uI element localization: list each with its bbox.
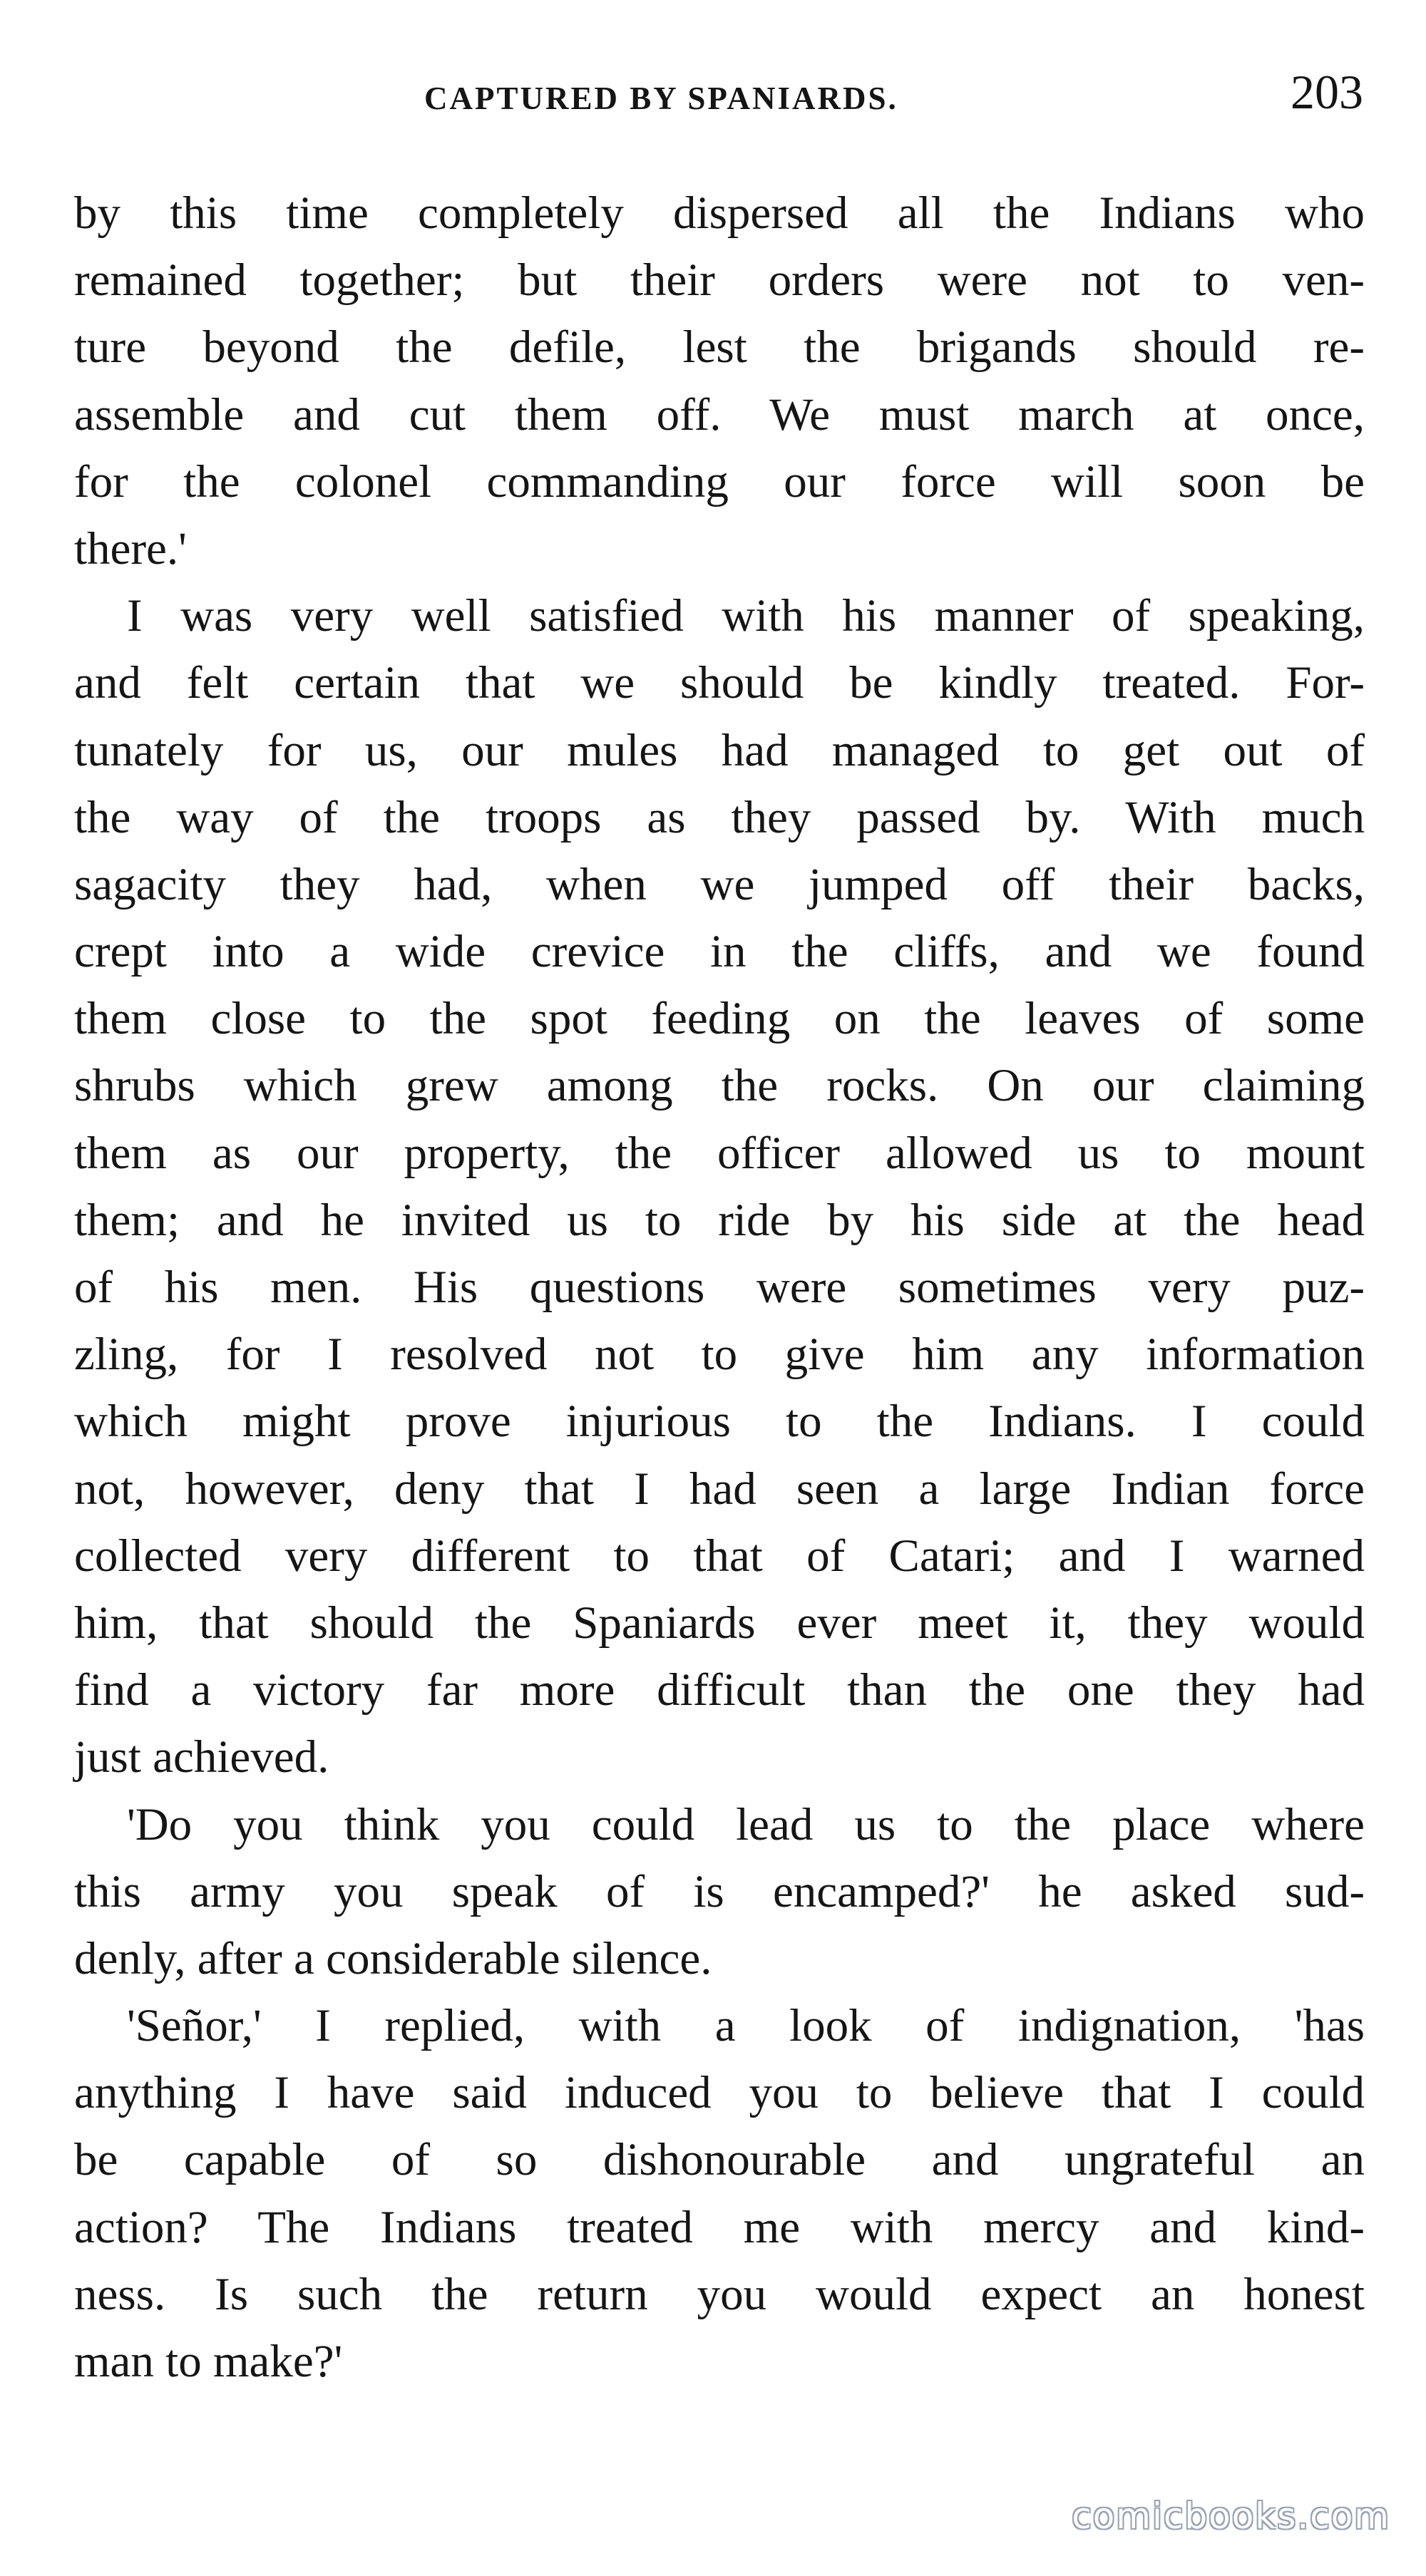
text-line: there.' [74, 522, 187, 575]
text-line: tunately for us, our mules had managed to get out of [74, 724, 1365, 776]
text-line: assemble and cut them off. We must march at once, [74, 388, 1365, 441]
text-line: sagacity they had, when we jumped off their backs, [74, 858, 1365, 910]
text-line: I was very well satisfied with his manner of speaking, [127, 590, 1365, 642]
text-line: him, that should the Spaniards ever meet it, they would [74, 1597, 1365, 1649]
page-header [0, 64, 1426, 128]
text-line: remained together; but their orders were not to ven- [74, 254, 1365, 306]
text-line: for the colonel commanding our force will soon be [74, 455, 1365, 508]
text-line: crept into a wide crevice in the cliffs, and we found [74, 926, 1365, 978]
text-line: them close to the spot feeding on the leaves of some [74, 993, 1365, 1045]
text-line: be capable of so dishonourable and ungrateful an [74, 2134, 1365, 2186]
text-line: zling, for I resolved not to give him any information [74, 1329, 1365, 1381]
text-line: which might prove injurious to the Indians. I could [74, 1396, 1365, 1448]
text-line: them; and he invited us to ride by his side at the head [74, 1194, 1365, 1246]
text-line: man to make?' [74, 2336, 343, 2387]
text-line: 'Do you think you could lead us to the place where [127, 1798, 1365, 1850]
text-line: find a victory far more difficult than the one they had [74, 1664, 1365, 1716]
text-line: ness. Is such the return you would expect an honest [74, 2268, 1365, 2320]
text-line: denly, after a considerable silence. [74, 1932, 712, 1984]
text-line: not, however, deny that I had seen a large Indian force [74, 1463, 1365, 1515]
text-line: 'Señor,' I replied, with a look of indignation, 'has [127, 2000, 1365, 2052]
body-text [74, 180, 1365, 2395]
page-number: 203 [1291, 65, 1363, 119]
text-line: the way of the troops as they passed by. With much [74, 791, 1365, 843]
text-line: this army you speak of is encamped?' he asked sud- [74, 1865, 1365, 1917]
text-line: of his men. His questions were sometimes very puz- [74, 1262, 1365, 1313]
watermark: comicbooks.com [1072, 2495, 1390, 2537]
text-line: action? The Indians treated me with mercy and kind- [74, 2201, 1365, 2253]
text-line: them as our property, the officer allowed us to mount [74, 1127, 1365, 1179]
text-line: just achieved. [74, 1731, 329, 1783]
running-title: CAPTURED BY SPANIARDS. [424, 81, 898, 116]
text-line: ture beyond the defile, lest the brigands should re- [74, 321, 1365, 373]
text-line: shrubs which grew among the rocks. On our claiming [74, 1060, 1365, 1112]
text-line: by this time completely dispersed all the Indians who [74, 187, 1365, 239]
text-line: and felt certain that we should be kindly treated. For- [74, 657, 1365, 709]
text-line: collected very different to that of Catari; and I warned [74, 1530, 1365, 1582]
text-line: anything I have said induced you to believe that I could [74, 2067, 1365, 2119]
